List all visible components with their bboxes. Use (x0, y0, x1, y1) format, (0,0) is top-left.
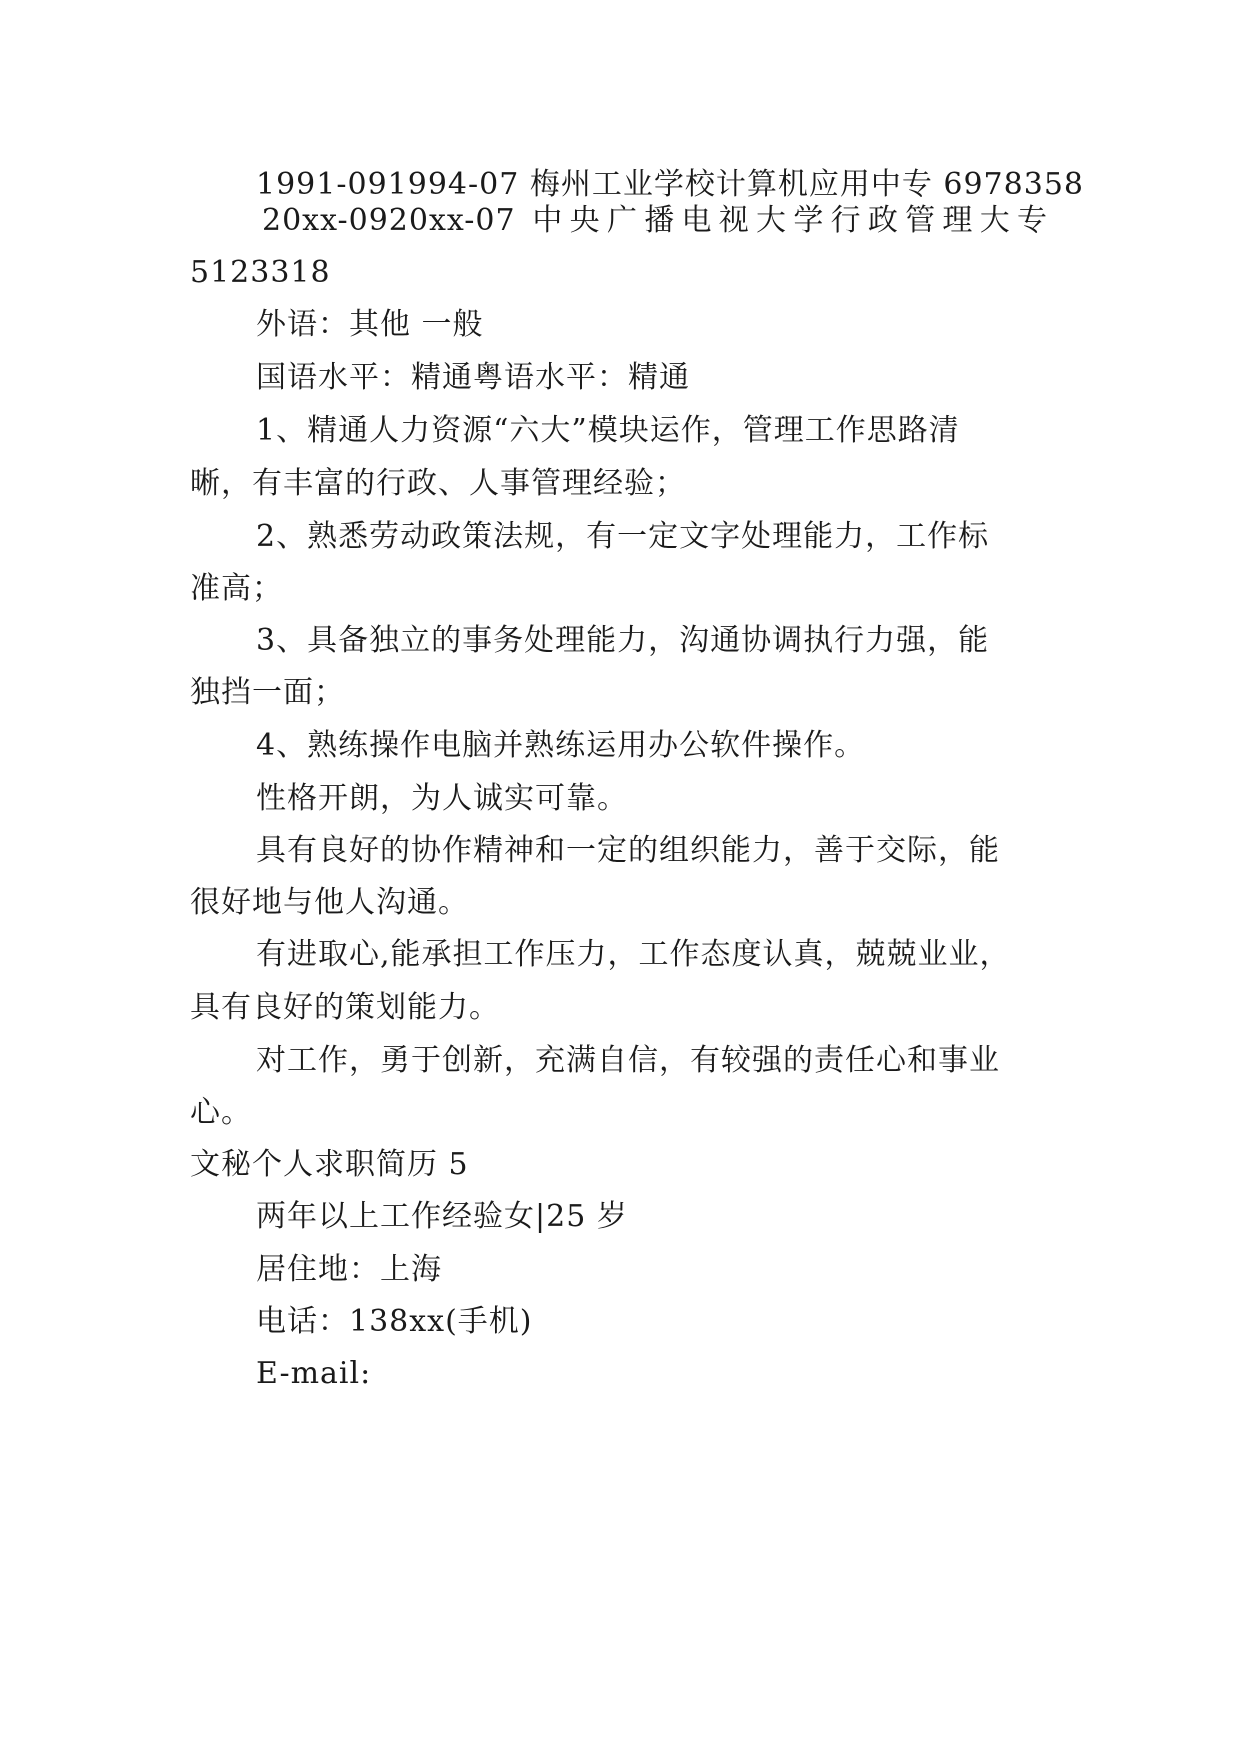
skill-3-line-1: 3、具备独立的事务处理能力，沟通协调执行力强，能 (256, 623, 990, 658)
phone: 电话：138xx(手机) (256, 1304, 533, 1339)
skill-4: 4、熟练操作电脑并熟练运用办公软件操作。 (256, 728, 866, 763)
personality: 性格开朗，为人诚实可靠。 (256, 781, 628, 816)
skill-2-line-2: 准高； (190, 571, 283, 606)
teamwork-line-2: 很好地与他人沟通。 (190, 885, 469, 920)
motivation-line-1: 有进取心,能承担工作压力，工作态度认真，兢兢业业， (256, 937, 1011, 972)
education-entry-2-code: 5123318 (190, 255, 331, 290)
experience-gender-age: 两年以上工作经验女|25 岁 (256, 1199, 628, 1234)
education-entry-2: 20xx-0920xx-07 中央广播电视大学行政管理大专 (262, 203, 1048, 238)
section-heading: 文秘个人求职简历 5 (190, 1147, 469, 1182)
education-entry-1: 1991-091994-07 梅州工业学校计算机应用中专 6978358 (256, 167, 1084, 202)
residence: 居住地：上海 (256, 1252, 442, 1287)
foreign-language: 外语：其他 一般 (256, 307, 484, 342)
skill-1-line-2: 晰，有丰富的行政、人事管理经验； (190, 466, 686, 501)
email: E-mail: (256, 1356, 372, 1391)
attitude-line-1: 对工作，勇于创新，充满自信，有较强的责任心和事业 (256, 1043, 1000, 1078)
skill-1-line-1: 1、精通人力资源“六大”模块运作，管理工作思路清 (256, 413, 960, 448)
attitude-line-2: 心。 (190, 1095, 252, 1130)
mandarin-cantonese-level: 国语水平：精通粤语水平：精通 (256, 360, 690, 395)
teamwork-line-1: 具有良好的协作精神和一定的组织能力，善于交际，能 (256, 833, 1000, 868)
motivation-line-2: 具有良好的策划能力。 (190, 990, 500, 1025)
skill-3-line-2: 独挡一面； (190, 675, 345, 710)
skill-2-line-1: 2、熟悉劳动政策法规，有一定文字处理能力，工作标 (256, 519, 990, 554)
